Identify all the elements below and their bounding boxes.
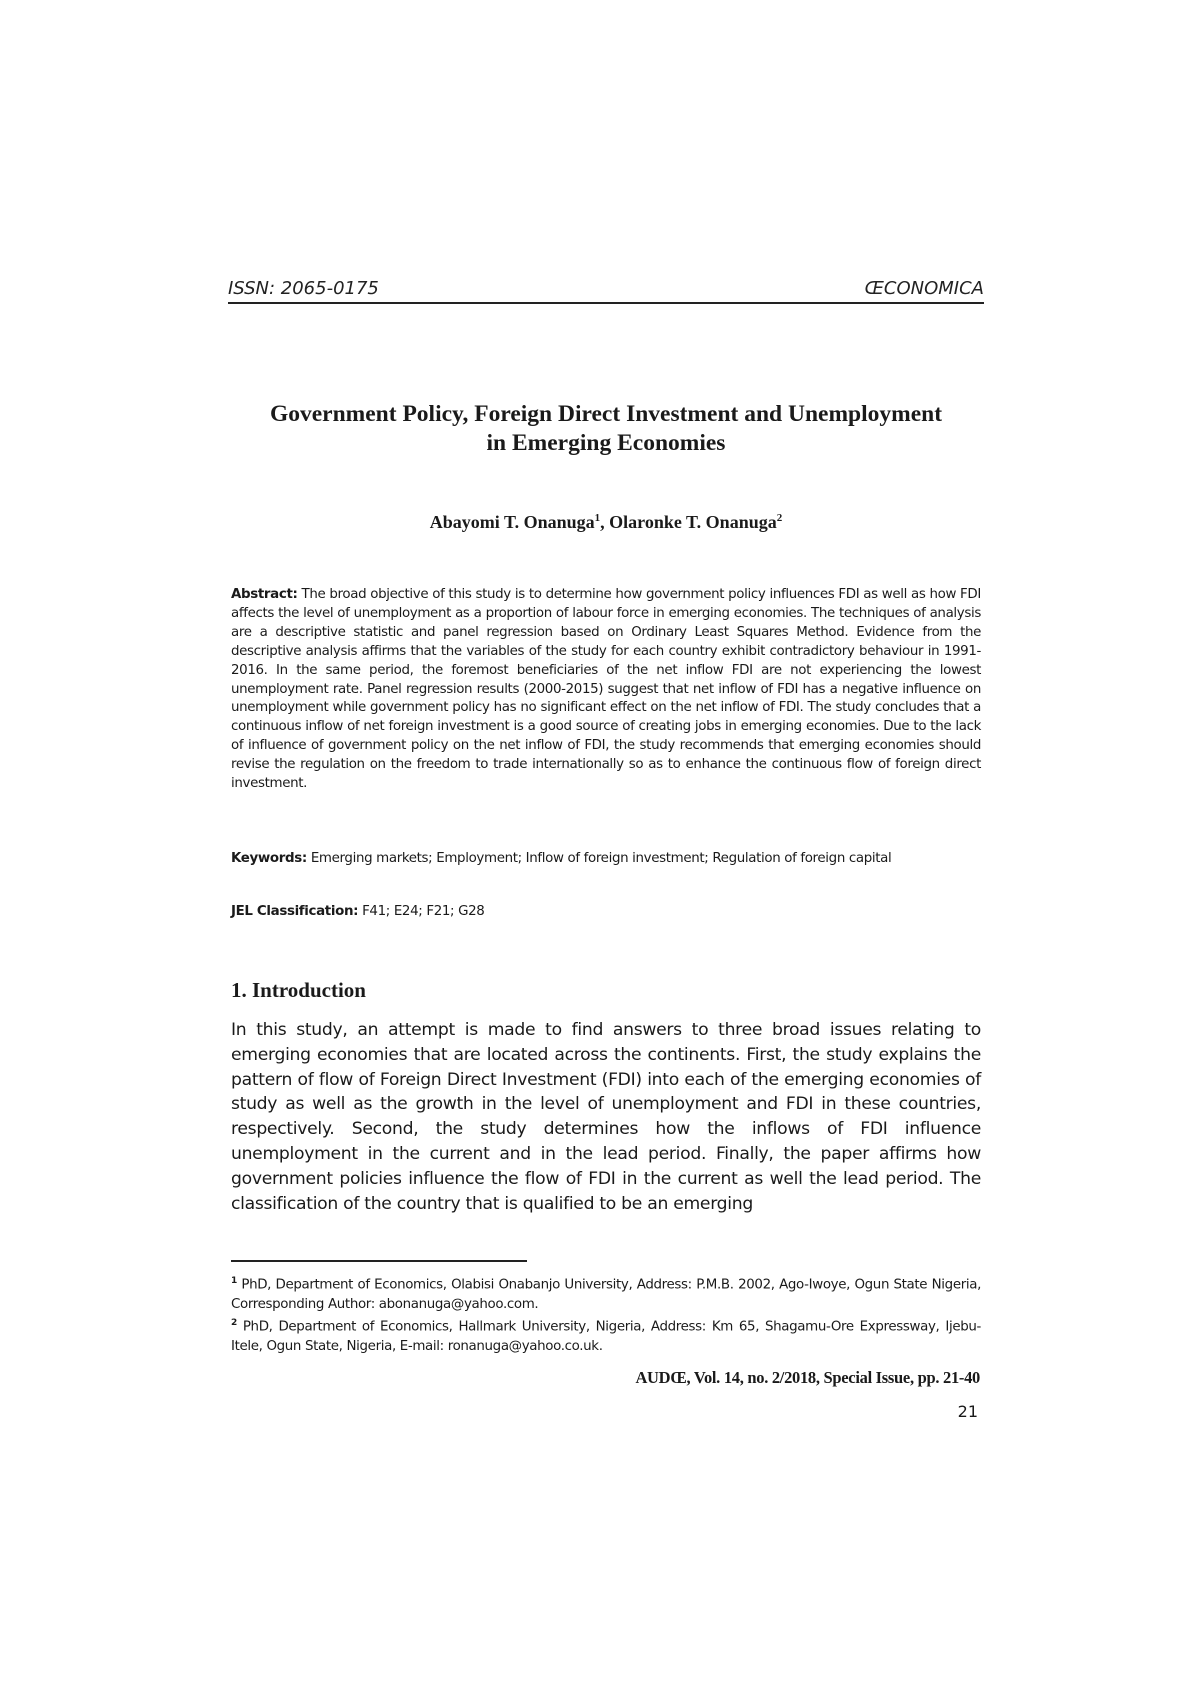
- footnote-divider: [231, 1260, 527, 1262]
- paper-title: [228, 400, 984, 458]
- footnote-1: [231, 1272, 981, 1314]
- footnote-2-text: PhD, Department of Economics, Hallmark University, Nigeria, Address: Km 65, Shagamu-Ore Expressway, Ijebu-Itele, Ogun State, Nigeria, E-mail: ronanuga@yahoo.co.uk.: [231, 1319, 981, 1354]
- page-number: 21: [957, 1402, 978, 1421]
- author-2-footnote-mark: 2: [776, 512, 783, 524]
- keywords-text: Emerging markets; Employment; Inflow of foreign investment; Regulation of foreign capital: [310, 851, 892, 866]
- author-separator: ,: [600, 512, 610, 532]
- jel-label: JEL Classification:: [231, 904, 359, 919]
- journal-name: ŒCONOMICA: [864, 278, 984, 299]
- title-line-1: Government Policy, Foreign Direct Investment and Unemployment: [269, 401, 943, 427]
- journal-reference: AUDŒ, Vol. 14, no. 2/2018, Special Issue, pp. 21-40: [635, 1368, 980, 1387]
- author-2: Olaronke T. Onanuga: [609, 512, 777, 532]
- footnote-2: [231, 1314, 981, 1356]
- author-1: Abayomi T. Onanuga: [429, 512, 595, 532]
- keywords: [231, 850, 981, 869]
- author-1-footnote-mark: 1: [594, 512, 601, 524]
- issn-label: ISSN: 2065-0175: [228, 278, 379, 299]
- footnotes: [231, 1272, 981, 1356]
- footnote-2-mark: 2: [231, 1317, 237, 1328]
- abstract-text: The broad objective of this study is to determine how government policy influences FDI as well as how FDI affects the level of unemployment as a proportion of labour force in emerging economies. The techniques of analysis are a descriptive statistic and panel regression based on Ordinary Least Squares Method. Evidence from the descriptive analysis affirms that the variables of the study for each country exhibit contradictory behaviour in 1991-2016. In the same period, the foremost beneficiaries of the net inflow FDI are not experiencing the lowest unemployment rate. Panel regression results (2000-2015) suggest that net inflow of FDI has a negative influence on unemployment while government policy has no significant effect on the net inflow of FDI. The study concludes that a continuous inflow of net foreign investment is a good source of creating jobs in emerging economies. Due to the lack of influence of government policy on the net inflow of FDI, the study recommends that emerging economies should revise the regulation on the freedom to trade internationally so as to enhance the continuous flow of foreign direct investment.: [231, 587, 981, 792]
- introduction-body: In this study, an attempt is made to find answers to three broad issues relating to emerging economies that are located across the continents. First, the study explains the pattern of flow of Foreign Direct Investment (FDI) into each of the emerging economies of study as well as the growth in the level of unemployment and FDI in these countries, respectively. Second, the study determines how the inflows of FDI influence unemployment in the current and in the lead period. Finally, the paper affirms how government policies influence the flow of FDI in the current as well the lead period. The classification of the country that is qualified to be an emerging: [231, 1020, 981, 1214]
- footnote-1-text: PhD, Department of Economics, Olabisi Onabanjo University, Address: P.M.B. 2002, Ago-Iwoye, Ogun State Nigeria, Corresponding Author: abonanuga@yahoo.com.: [231, 1277, 981, 1312]
- running-header: [228, 276, 984, 304]
- jel-classification: [231, 903, 981, 922]
- jel-codes: F41; E24; F21; G28: [362, 904, 485, 919]
- keywords-label: Keywords:: [231, 851, 307, 866]
- title-line-2: in Emerging Economies: [486, 430, 726, 456]
- section-heading: 1. Introduction: [231, 978, 366, 1002]
- footnote-1-mark: 1: [231, 1276, 237, 1286]
- abstract-label: Abstract:: [231, 587, 298, 602]
- abstract: [231, 586, 981, 794]
- author-list: [228, 512, 984, 533]
